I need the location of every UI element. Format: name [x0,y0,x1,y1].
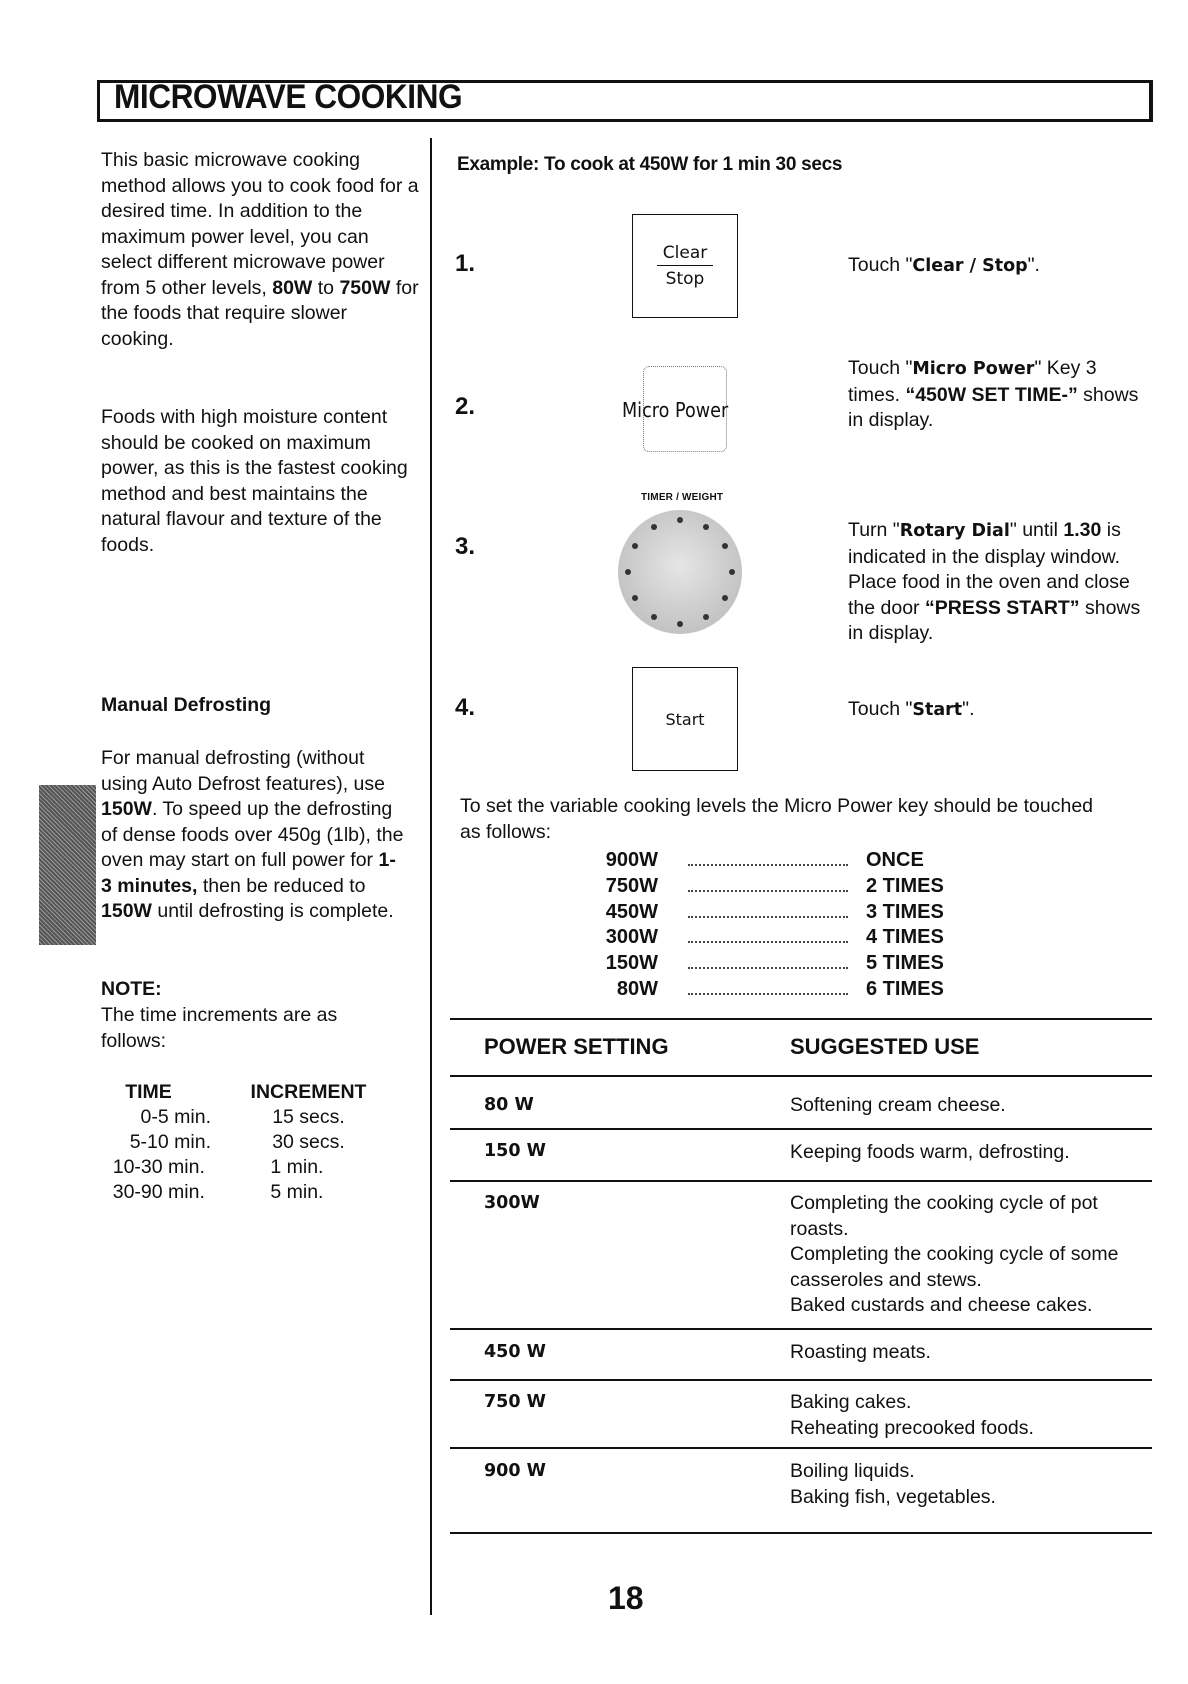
list-item [580,874,944,900]
step-1-text: Touch " [848,254,913,276]
header-suggested-use: SUGGESTED USE [790,1034,980,1059]
side-tab-marker [39,785,96,945]
time-cell: 0-5 min. [140,1106,211,1128]
increment-cell: 5 min. [270,1181,324,1203]
step-3-time-value: 1.30 [1063,519,1102,541]
step-1-description [848,253,1148,280]
power-cell: 300W [484,1193,540,1213]
time-table-header [101,1080,411,1105]
intro-bold-80w: 80W [272,276,313,299]
watts: 750W [605,874,658,897]
use-cell [790,1093,1150,1119]
use-line: Baked custards and cheese cakes. [790,1294,1093,1316]
power-press-list [580,848,944,1003]
leader-dots [688,852,848,866]
watts: 450W [605,900,658,923]
step-2-bold: Micro Power [912,359,1035,379]
example-heading: Example: To cook at 450W for 1 min 30 secs [457,154,843,175]
defrost-text-1: For manual defrosting (without using Auto Defrost features), use [101,747,385,795]
step-3-number: 3. [455,533,476,560]
use-cell [790,1140,1150,1166]
use-line: Boiling liquids. [790,1460,915,1482]
defrost-bold-150w-2: 150W [101,900,152,922]
table-row [101,1130,411,1155]
table-row [101,1155,411,1180]
leader-dots [688,878,848,892]
leader-dots [688,955,848,969]
start-key[interactable] [632,667,738,771]
dial-dots-icon [618,510,742,634]
step-3-description [848,518,1148,647]
watts: 80W [616,977,658,1000]
leader-dots [688,981,848,995]
list-item [580,848,944,874]
column-divider [430,138,432,1615]
presses: 3 TIMES [866,900,944,923]
power-cell: 750 W [484,1392,546,1412]
step-4-number: 4. [455,694,476,721]
use-cell [790,1390,1150,1441]
header-power-setting: POWER SETTING [484,1034,669,1059]
rotary-dial[interactable] [618,510,742,634]
presses: 5 TIMES [866,952,944,975]
step-2-display-text: “450W SET TIME-” [905,383,1078,406]
presses: ONCE [866,849,924,871]
watts: 150W [605,952,658,975]
start-label: Start [665,709,705,729]
intro-text-2: to [312,276,340,299]
watts: 900W [605,849,658,871]
row-rule [450,1128,1152,1130]
row-rule [450,1075,1152,1077]
timer-weight-label: TIMER / WEIGHT [641,492,724,503]
leader-dots [688,929,848,943]
note-heading: NOTE: [101,978,162,1000]
step-2-text: Touch " [848,357,913,379]
micro-power-label: Micro Power [622,398,729,422]
intro-text-3: for the foods that require slower cooking. [101,276,419,350]
step-2-number: 2. [455,393,476,420]
row-rule [450,1180,1152,1182]
use-line: Roasting meats. [790,1341,931,1363]
step-4-description [848,697,1148,724]
use-line: Softening cream cheese. [790,1094,1006,1116]
step-1-bold: Clear / Stop [912,256,1028,276]
defrost-bold-150w: 150W [101,798,152,820]
defrost-text-2: . To speed up the defrosting of dense foods over 450g (1lb), the oven may start on full power for [101,798,404,871]
power-levels-intro: To set the variable cooking levels the Micro Power key should be touched as follows: [460,795,1094,843]
table-top-rule [450,1018,1152,1020]
step-3-text-mid2: is indicated in the display window. Place food in the oven and close the door [848,519,1130,619]
list-item [580,925,944,951]
presses: 2 TIMES [866,874,944,897]
manual-defrosting-heading: Manual Defrosting [101,694,272,716]
stop-label: Stop [665,269,705,289]
intro-bold-750w: 750W [339,276,391,299]
defrost-text-3: then be reduced to [197,874,366,897]
step-4-text-end: ". [962,698,975,720]
use-line: Completing the cooking cycle of some casseroles and stews. [790,1243,1119,1291]
step-4-bold: Start [912,700,963,720]
defrost-bold-minutes: 1-3 minutes, [101,849,396,897]
use-line: Keeping foods warm, defrosting. [790,1141,1070,1163]
leader-dots [688,904,848,918]
use-line: Reheating precooked foods. [790,1416,1034,1439]
power-cell: 80 W [484,1095,534,1115]
clear-stop-key[interactable] [632,214,738,318]
step-3-text-mid: " until [1009,519,1064,541]
moisture-paragraph: Foods with high moisture content should be cooked on maximum power, as this is the fastest cooking method and best maintains the natural flavour and texture of the foods. [101,406,408,556]
note-text: The time increments are as follows: [101,1004,338,1052]
time-cell: 10-30 min. [112,1156,205,1178]
step-2-description [848,356,1148,434]
defrost-text-4: until defrosting is complete. [151,900,394,922]
row-rule [450,1447,1152,1449]
presses: 6 TIMES [866,977,944,1000]
table-row [101,1180,411,1205]
intro-text-1: This basic microwave cooking method allows you to cook food for a desired time. In addition to the maximum power level, you can select different microwave power from 5 other levels, [101,149,419,299]
list-item [580,951,944,977]
use-line: Baking fish, vegetables. [790,1485,996,1508]
step-1-text-end: ". [1027,254,1040,276]
time-increment-table [101,1080,411,1205]
watts: 300W [605,926,658,949]
use-line: Baking cakes. [790,1391,912,1413]
header-time: TIME [125,1081,172,1103]
use-cell [790,1459,1150,1510]
step-3-display-text: “PRESS START” [924,596,1080,619]
list-item [580,900,944,926]
table-row [101,1105,411,1130]
clear-label: Clear [657,243,713,266]
step-2-text-mid: " Key 3 times. [848,357,1097,406]
use-cell [790,1340,1150,1366]
increment-cell: 30 secs. [272,1131,345,1153]
power-cell: 900 W [484,1461,546,1481]
page-title: MICROWAVE COOKING [114,78,463,116]
row-rule [450,1379,1152,1381]
use-line: Completing the cooking cycle of pot roasts. [790,1192,1098,1240]
presses: 4 TIMES [866,926,944,949]
intro-paragraph [101,148,421,352]
manual-defrosting-paragraph [101,746,406,925]
step-3-text: Turn " [848,519,900,541]
header-increment: INCREMENT [250,1081,367,1103]
table-bottom-rule [450,1532,1152,1534]
page-number: 18 [608,1580,644,1616]
time-cell: 5-10 min. [129,1131,211,1153]
step-4-text: Touch " [848,698,913,720]
row-rule [450,1328,1152,1330]
list-item [580,977,944,1003]
step-3-bold: Rotary Dial [899,521,1010,541]
use-cell [790,1191,1135,1319]
power-cell: 150 W [484,1141,546,1161]
step-2-text-end: shows in display. [848,383,1139,431]
power-cell: 450 W [484,1342,546,1362]
increment-cell: 15 secs. [272,1106,345,1128]
time-cell: 30-90 min. [112,1181,205,1203]
step-1-number: 1. [455,250,476,277]
step-3-text-end: shows in display. [848,596,1141,644]
increment-cell: 1 min. [270,1156,324,1178]
